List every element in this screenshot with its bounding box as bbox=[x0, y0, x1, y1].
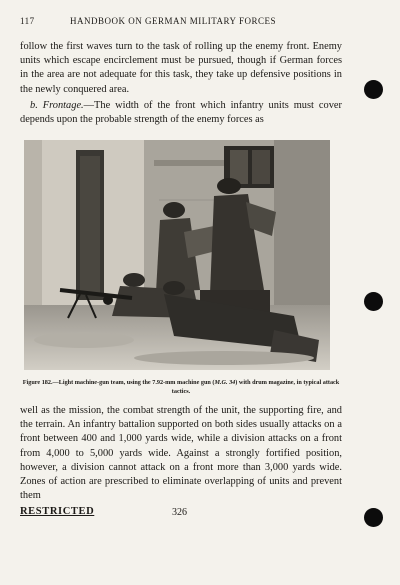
footer-page-number: 326 bbox=[172, 507, 187, 518]
header-page-number: 117 bbox=[20, 16, 35, 26]
paragraph-3: well as the mission, the combat strength of the unit, the supporting fire, and the terrain. An infantry battalion supported on both sides usually attacks on a front between 400 and 1,000 yards wide, while a division attacks on a front from 4,000 to 5,000 yards wide. Against a strongly fortified position, however, a division cannot attack on a front more than 3,000 yards wide. Zones of action are prescribed to eliminate overlapping of units and prevent them bbox=[20, 405, 342, 502]
paragraph-2 bbox=[20, 99, 342, 127]
punch-hole-top bbox=[364, 80, 383, 99]
caption-figure-number: Figure 182. bbox=[22, 379, 53, 386]
figure-caption bbox=[22, 379, 340, 396]
photo-illustration bbox=[24, 140, 330, 370]
header-title: HANDBOOK ON GERMAN MILITARY FORCES bbox=[70, 16, 276, 26]
paragraph-1: follow the first waves turn to the task of rolling up the enemy front. Enemy units which escape encirclement must be pursued, though if German forces in the area are not adequate for this task, they take up defensive positions in the newly conquered area. bbox=[20, 41, 342, 95]
figure-photo bbox=[24, 140, 330, 370]
caption-text-after: ) with drum magazine, in typical attack tactics. bbox=[171, 379, 340, 395]
punch-hole-bottom bbox=[364, 508, 383, 527]
restricted-marking: RESTRICTED bbox=[20, 506, 95, 517]
caption-text-before: —Light machine-gun team, using the 7.92-mm machine gun ( bbox=[52, 379, 215, 386]
punch-hole-middle bbox=[364, 292, 383, 311]
frontage-label: b. Frontage. bbox=[30, 100, 84, 111]
caption-mg: M.G. 34 bbox=[214, 379, 236, 386]
paragraph-2-text: —The width of the front which infantry units must cover depends upon the probable strength of the enemy forces as bbox=[20, 100, 342, 126]
